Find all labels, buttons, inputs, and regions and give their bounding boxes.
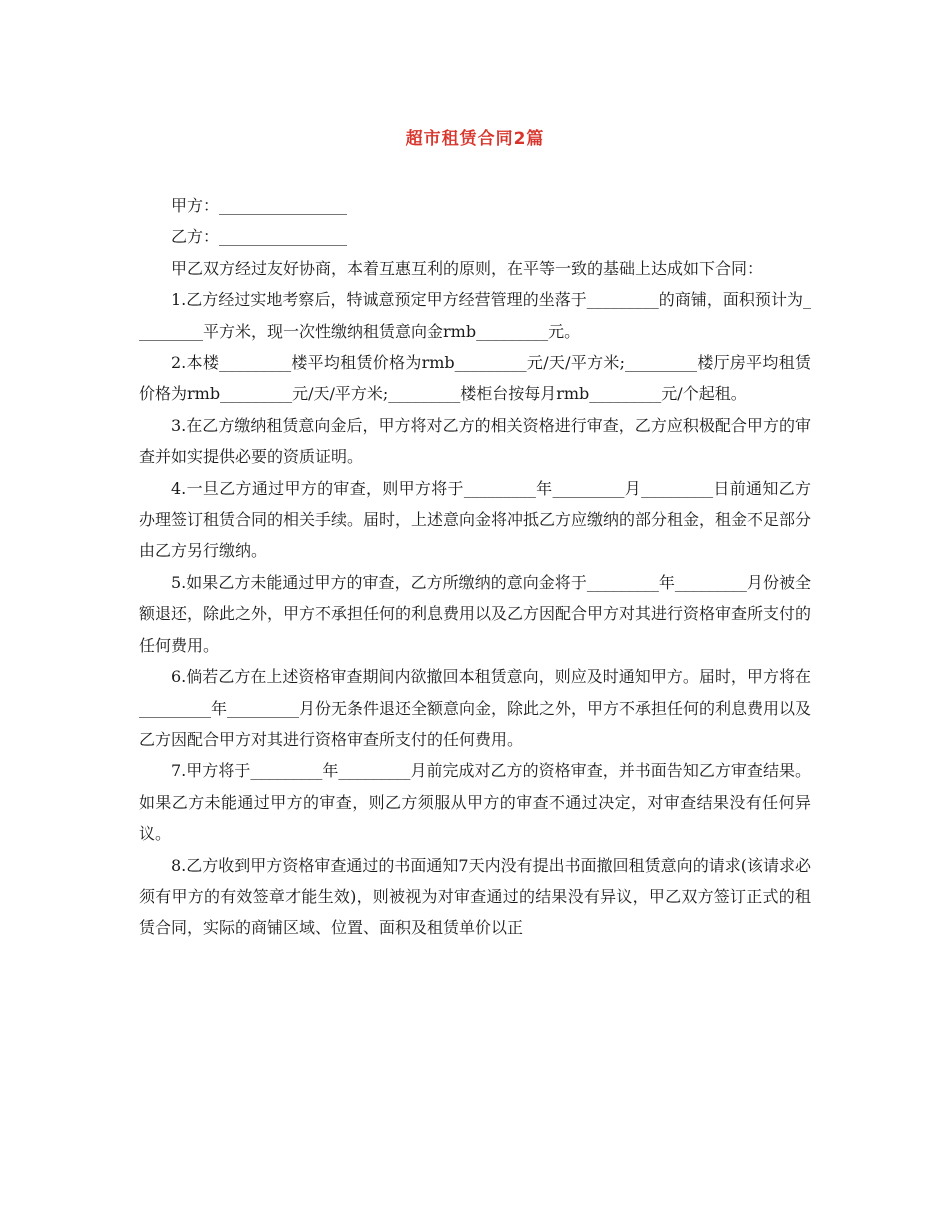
party-b-line: 乙方：________________ (171, 227, 348, 247)
clause-3: 3.在乙方缴纳租赁意向金后，甲方将对乙方的相关资格进行审查，乙方应积极配合甲方的审查并如实提供必要的资质证明。 (139, 415, 811, 467)
document-body (139, 190, 811, 944)
clause-4: 4.一旦乙方通过甲方的审查，则甲方将于_________年_________月_________日前通知乙方办理签订租赁合同的相关手续。届时，上述意向金将冲抵乙方应缴纳的部分租金，租金不足部分由乙方另行缴纳。 (139, 478, 812, 561)
clause-7: 7.甲方将于_________年_________月前完成对乙方的资格审查，并书面告知乙方审查结果。如果乙方未能通过甲方的审查，则乙方须服从甲方的审查不通过决定，对审查结果没有任何异议。 (139, 761, 811, 844)
clause-2: 2.本楼_________楼平均租赁价格为rmb_________元/天/平方米;_________楼厅房平均租赁价格为rmb_________元/天/平方米;_________楼柜台按每月rmb_________元/个起租。 (139, 353, 811, 404)
clause-8: 8.乙方收到甲方资格审查通过的书面通知7天内没有提出书面撤回租赁意向的请求(该请求必须有甲方的有效签章才能生效)，则被视为对审查通过的结果没有异议，甲乙双方签订正式的租赁合同，实际的商铺区域、位置、面积及租赁单价以正 (139, 855, 811, 938)
document-title: 超市租赁合同2篇 (405, 129, 545, 149)
clause-5: 5.如果乙方未能通过甲方的审查，乙方所缴纳的意向金将于_________年_________月份被全额退还，除此之外，甲方不承担任何的利息费用以及乙方因配合甲方对其进行资格审查所支付的任何费用。 (139, 572, 812, 655)
party-a-line: 甲方：________________ (171, 196, 348, 215)
clause-6: 6.倘若乙方在上述资格审查期间内欲撤回本租赁意向，则应及时通知甲方。届时，甲方将在_________年_________月份无条件退还全额意向金，除此之外，甲方不承担任何的利息费用以及乙方因配合甲方对其进行资格审查所支付的任何费用。 (139, 667, 812, 749)
clause-1: 1.乙方经过实地考察后，特诚意预定甲方经营管理的坐落于_________的商铺，面积预计为_________平方米，现一次性缴纳租赁意向金rmb_________元。 (139, 290, 811, 341)
preamble-paragraph: 甲乙双方经过友好协商，本着互惠互利的原则，在平等一致的基础上达成如下合同： (171, 258, 764, 278)
